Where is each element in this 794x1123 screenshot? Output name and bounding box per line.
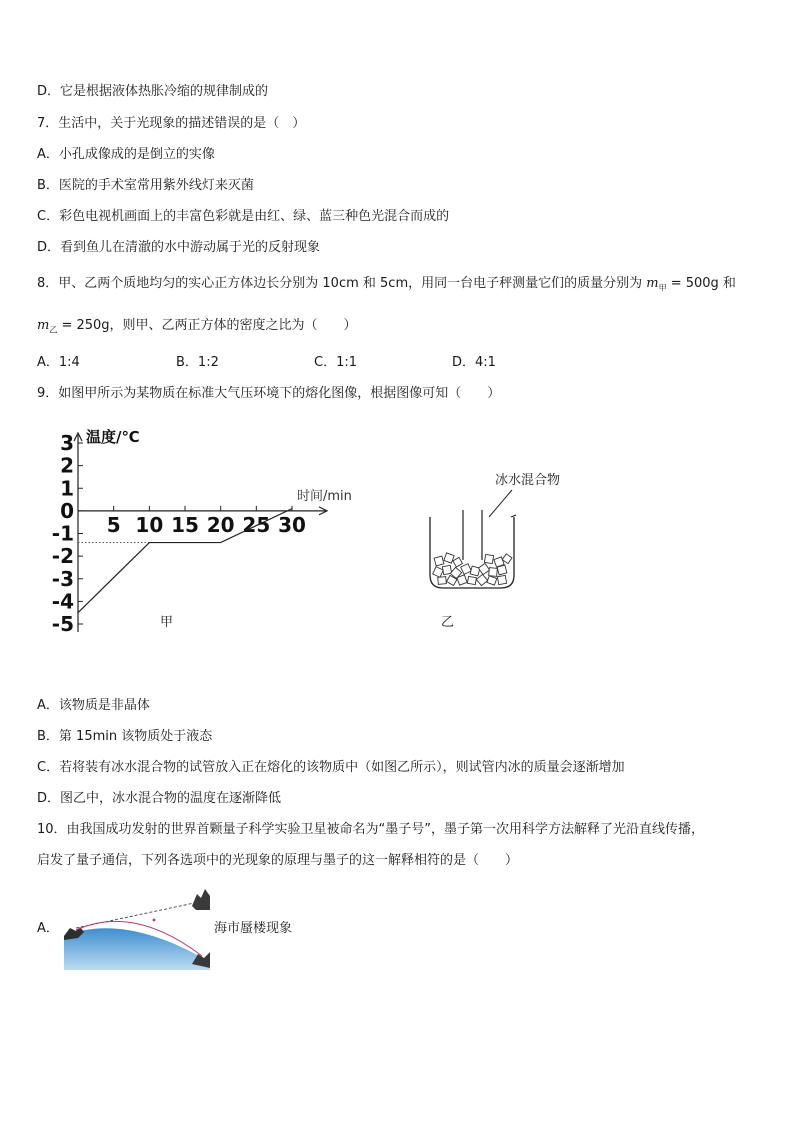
q8-mass-symbol-2: m [37,318,50,333]
y-tick-label: -4 [51,589,74,614]
q9-option-d: D．图乙中，冰水混合物的温度在逐渐降低 [37,791,282,806]
x-tick-label: 25 [242,512,271,537]
q8-mass-symbol: m [646,276,659,291]
callout-leader-line [489,490,512,517]
q9-option-c: C．若将装有冰水混合物的试管放入正在熔化的该物质中（如图乙所示），则试管内冰的质量会逐渐增加 [37,760,625,775]
y-axis-title: 温度/℃ [86,428,140,446]
y-tick-label: 1 [60,476,74,501]
ice-cubes [433,553,512,586]
q8-mass-jia-subscript: 甲 [658,283,667,293]
q7-option-a: A．小孔成像成的是倒立的实像 [37,147,215,162]
q7-stem: 7．生活中，关于光现象的描述错误的是（ ） [37,116,306,131]
q9-option-b: B．第 15min 该物质处于液态 [37,729,213,744]
q9-stem: 9．如图甲所示为某物质在标准大气压环境下的熔化图像，根据图像可知（ ） [37,386,501,401]
ray-arrow-marker [153,919,156,922]
melting-graph [40,418,400,648]
q8-mass-yi-subscript: 乙 [49,325,58,335]
y-tick-label: -1 [51,521,74,546]
y-tick-label: -5 [51,612,74,636]
q8-stem-line1 [37,275,736,298]
q10-option-a-prefix: A． [37,921,59,936]
x-tick-label: 30 [278,512,306,537]
x-tick-label: 10 [135,512,164,537]
q9-option-a: A．该物质是非晶体 [37,698,150,713]
figure-yi-label: 乙 [441,615,455,630]
q8-stem-line2 [37,317,357,340]
y-tick-label: 3 [60,431,74,455]
q10-stem-line1: 10．由我国成功发射的世界首颗量子科学实验卫星被命名为“墨子号”，墨子第一次用科学方法解释了光沿直线传播， [37,822,705,837]
ice-water-beaker-figure [405,455,585,675]
y-tick-label: -2 [51,544,74,569]
q7-option-d: D．看到鱼儿在清澈的水中游动属于光的反射现象 [37,240,321,255]
q8-mass-jia-value: = 500g 和 [666,276,736,291]
q7-option-b: B．医院的手术室常用紫外线灯来灭菌 [37,178,254,193]
q6-option-d: D．它是根据液体热胀冷缩的规律制成的 [37,84,269,99]
q10-stem-line2: 启发了量子通信，下列各选项中的光现象的原理与墨子的这一解释相符的是（ ） [37,853,519,868]
x-tick-label: 5 [106,512,121,537]
q8-mass-yi-value: = 250g，则甲、乙两正方体的密度之比为（ ） [57,318,357,333]
q8-option-d: D．4:1 [452,355,496,370]
q7-option-c: C．彩色电视机画面上的丰富色彩就是由红、绿、蓝三种色光混合而成的 [37,209,450,224]
y-tick-label: 2 [60,453,74,478]
x-axis-title: 时间/min [297,488,352,504]
beaker-lip [511,515,516,517]
y-tick-label: -3 [51,566,74,591]
q8-option-a: A．1:4 [37,355,80,370]
ice-water-mixture-label: 冰水混合物 [495,473,561,488]
q8-option-b: B．1:2 [176,355,219,370]
q8-option-c: C．1:1 [314,355,357,370]
x-tick-label: 20 [206,512,235,537]
q10-option-a-text: 海市蜃楼现象 [214,921,293,936]
q8-stem-text: 8．甲、乙两个质地均匀的实心正方体边长分别为 10cm 和 5cm，用同一台电子秤测量它们的质量分别为 [37,276,647,291]
figure-jia-label: 甲 [160,615,174,630]
mirage-illustration [64,884,210,970]
origin-label: 0 [60,498,74,523]
x-tick-label: 15 [171,512,199,537]
